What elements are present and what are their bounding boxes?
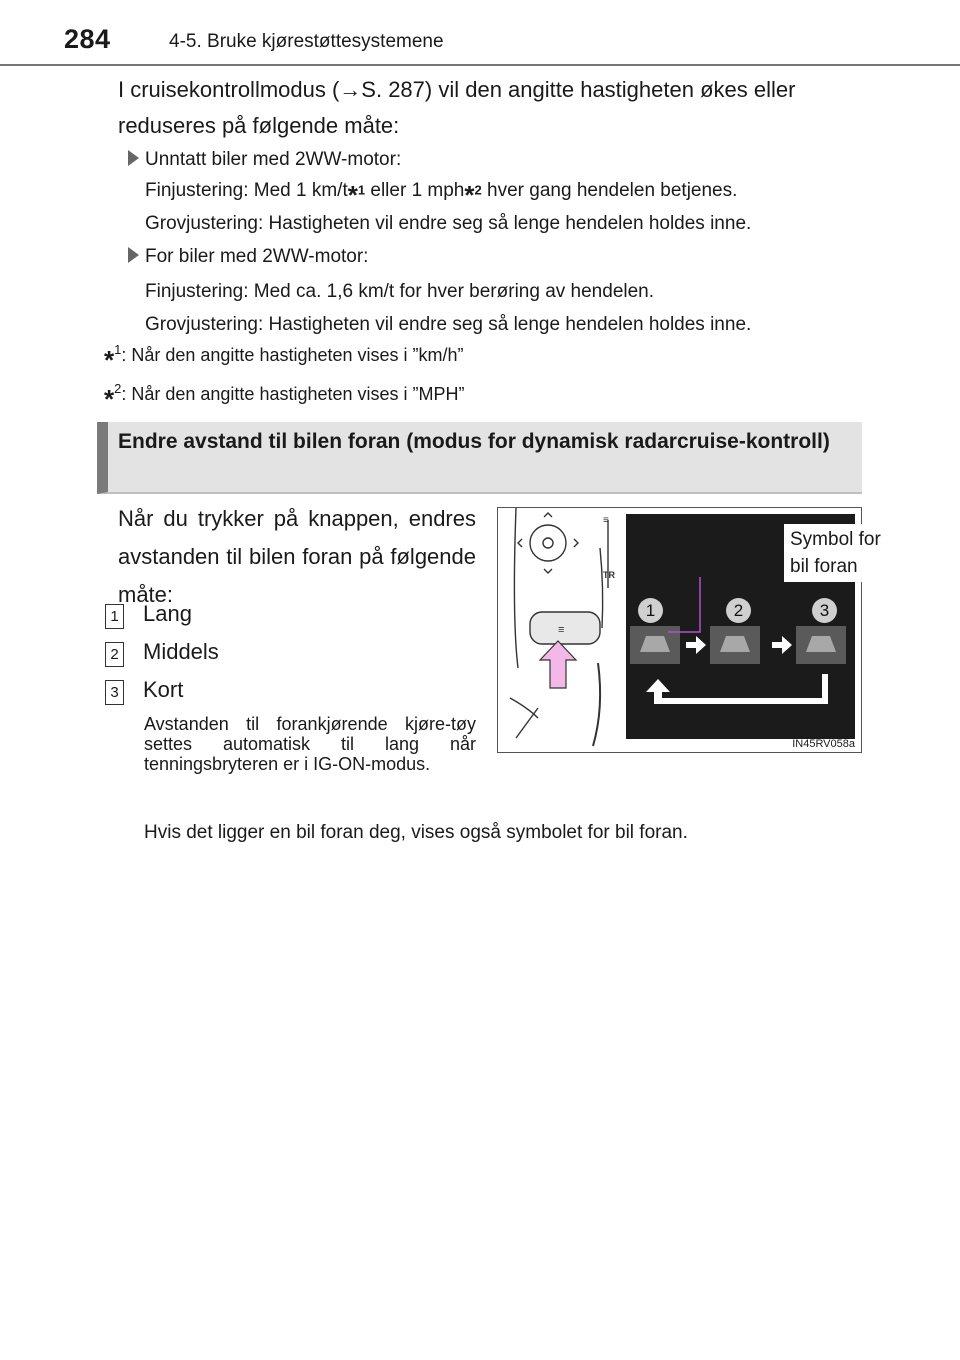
right-arrow-icon: [686, 636, 706, 654]
footnote-1: [104, 342, 464, 376]
footnote-mark-2: [464, 180, 481, 210]
footnote-2: [104, 381, 465, 415]
intro-line-1: I cruisekontrollmodus (→S. 287) vil den angitte hastigheten økes eller: [118, 77, 796, 102]
car-ahead-icon: [710, 626, 760, 664]
bullet-title: Unntatt biler med 2WW-motor:: [145, 149, 402, 170]
section-heading-text: Endre avstand til bilen foran (modus for dynamisk radarcruise-kontroll): [118, 430, 830, 453]
footnote-star: *: [347, 180, 358, 210]
footnote-star: *: [104, 345, 115, 375]
callout-line: [668, 577, 700, 632]
vehicle-ahead-note: Hvis det ligger en bil foran deg, vises også symbolet for bil foran.: [144, 822, 688, 843]
bullet-arrow-icon: [128, 150, 139, 166]
section-heading: [97, 422, 862, 494]
svg-text:TR: TR: [603, 570, 615, 580]
display-panel: [626, 514, 881, 739]
footnote-mark-1: [348, 180, 365, 210]
option-number-3: 3: [105, 680, 124, 705]
option-label-short: Kort: [143, 677, 184, 702]
intro-line-2: reduseres på følgende måte:: [118, 113, 400, 138]
bullet-arrow-icon: [128, 247, 139, 263]
right-arrow-icon: [772, 636, 792, 654]
default-distance-note: Avstanden til forankjørende kjøre-tøy settes automatisk til lang når tenningsbryteren er i IG-ON-modus.: [144, 714, 476, 774]
press-arrow-icon: [540, 641, 576, 688]
footnote-number: 2: [114, 381, 122, 396]
figure-code: IN45RV058a: [792, 738, 855, 750]
fine-adjust-line: [145, 180, 737, 211]
coarse-adjust-line: Grovjustering: Hastigheten vil endre seg så lenge hendelen holdes inne.: [145, 213, 752, 234]
callout-line-1: Symbol for: [790, 529, 881, 550]
option-number-2: 2: [105, 642, 124, 667]
callout-line-2: bil foran: [790, 556, 858, 577]
page-number: 284: [64, 24, 111, 54]
lead-paragraph: Når du trykker på knappen, endres avstanden til bilen foran på følgende måte:: [118, 506, 476, 607]
footnote-text: : Når den angitte hastigheten vises i ”MPH”: [121, 384, 465, 404]
footnote-number: 2: [474, 182, 482, 198]
cycle-return-arrow: [646, 674, 828, 704]
footnote-star: *: [104, 384, 115, 414]
coarse-adjust-line: Grovjustering: Hastigheten vil endre seg så lenge hendelen holdes inne.: [145, 314, 752, 335]
section-title: 4-5. Bruke kjørestøttesystemene: [169, 31, 444, 52]
footnote-number: 1: [114, 342, 122, 357]
option-label-medium: Middels: [143, 639, 219, 664]
bullet-except-2ww: [128, 149, 401, 171]
callout-label: [784, 524, 900, 582]
fine-adjust-line: Finjustering: Med ca. 1,6 km/t for hver berøring av hendelen.: [145, 281, 655, 302]
option-label-long: Lang: [143, 601, 192, 626]
intro-paragraph: [118, 72, 868, 144]
fine-adjust-suffix: hver gang hendelen betjenes.: [481, 180, 738, 201]
circle-number-1: 1: [638, 598, 663, 623]
circle-number-3: 3: [812, 598, 837, 623]
header-rule: [0, 64, 960, 66]
footnote-number: 1: [357, 182, 366, 198]
svg-text:≡: ≡: [558, 624, 565, 636]
footnote-text: : Når den angitte hastigheten vises i ”km/h”: [121, 345, 464, 365]
circle-number-2: 2: [726, 598, 751, 623]
distance-button: [530, 612, 600, 644]
steering-wheel-illustration: [498, 508, 628, 754]
bullet-title: For biler med 2WW-motor:: [145, 246, 369, 267]
distance-switch-figure: [497, 507, 881, 753]
option-number-1: 1: [105, 604, 124, 629]
control-pad-icon: [518, 513, 578, 573]
fine-adjust-prefix: Finjustering: Med 1 km/t: [145, 180, 348, 201]
svg-text:≡: ≡: [603, 515, 609, 526]
footnote-star: *: [464, 180, 475, 210]
car-ahead-icon: [796, 626, 846, 664]
fine-adjust-mid: eller 1 mph: [365, 180, 465, 201]
bullet-2ww: [128, 246, 368, 268]
